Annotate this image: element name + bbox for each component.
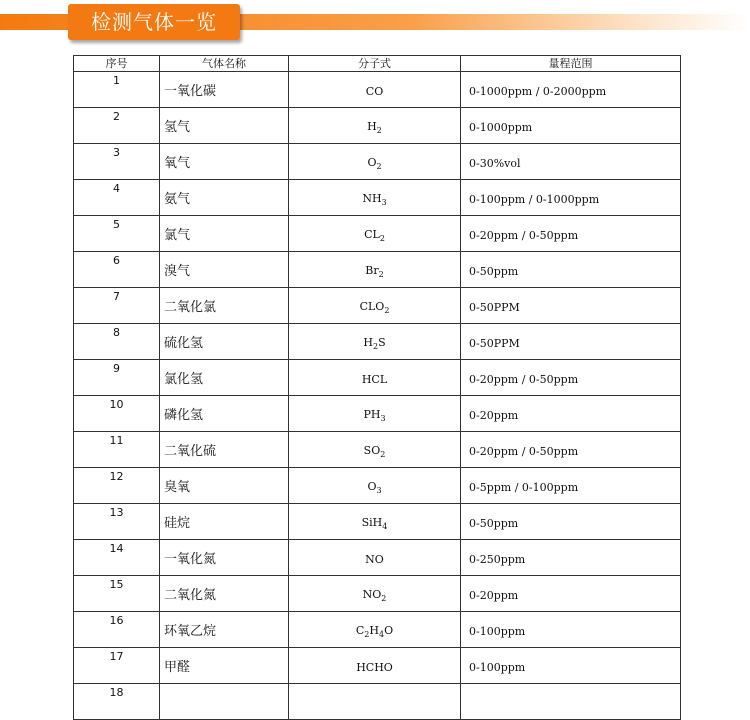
formula-subscript: 2 — [380, 450, 386, 460]
row-index: 9 — [74, 360, 160, 396]
row-index: 2 — [74, 108, 160, 144]
measurement-range: 0-20ppm — [461, 396, 681, 432]
measurement-range: 0-1000ppm / 0-2000ppm — [461, 72, 681, 108]
row-index: 11 — [74, 432, 160, 468]
gas-table — [73, 55, 681, 720]
measurement-range: 0-20ppm — [461, 576, 681, 612]
formula-text: HCHO — [356, 661, 393, 674]
row-index: 7 — [74, 288, 160, 324]
gas-name: 臭氧 — [160, 468, 289, 504]
measurement-range: 0-1000ppm — [461, 108, 681, 144]
molecular-formula — [289, 612, 461, 648]
table-row — [74, 288, 681, 324]
molecular-formula — [289, 72, 461, 108]
molecular-formula — [289, 432, 461, 468]
formula-text: NO — [362, 587, 382, 601]
formula-text: O — [384, 623, 394, 637]
row-index: 8 — [74, 324, 160, 360]
page-title: 检测气体一览 — [68, 4, 240, 40]
formula-subscript: 2 — [384, 306, 390, 316]
formula-text: C — [355, 623, 365, 637]
formula-text: O — [367, 155, 377, 169]
molecular-formula — [289, 396, 461, 432]
formula-text: H — [367, 119, 377, 133]
formula-text: SiH — [361, 515, 383, 529]
molecular-formula — [289, 468, 461, 504]
formula-text: SO — [363, 443, 381, 457]
gas-name: 氯气 — [160, 216, 289, 252]
gas-name: 氧气 — [160, 144, 289, 180]
molecular-formula — [289, 324, 461, 360]
molecular-formula — [289, 288, 461, 324]
table-row — [74, 684, 681, 720]
molecular-formula — [289, 684, 461, 720]
table-row — [74, 468, 681, 504]
measurement-range: 0-100ppm — [461, 612, 681, 648]
measurement-range — [461, 684, 681, 720]
table-row — [74, 72, 681, 108]
row-index: 3 — [74, 144, 160, 180]
formula-subscript: 2 — [364, 630, 370, 640]
measurement-range: 0-5ppm / 0-100ppm — [461, 468, 681, 504]
measurement-range: 0-50PPM — [461, 288, 681, 324]
formula-subscript: 4 — [378, 630, 385, 640]
row-index: 17 — [74, 648, 160, 684]
formula-text: O — [367, 479, 377, 493]
gas-name: 一氧化氮 — [160, 540, 289, 576]
gas-name: 一氧化碳 — [160, 72, 289, 108]
formula-subscript: 2 — [376, 162, 382, 172]
formula-text: CO — [365, 85, 384, 98]
table-row — [74, 648, 681, 684]
table-header-row — [74, 56, 681, 72]
row-index: 10 — [74, 396, 160, 432]
molecular-formula — [289, 108, 461, 144]
formula-text: H — [363, 335, 373, 349]
molecular-formula — [289, 504, 461, 540]
formula-subscript: 3 — [381, 198, 387, 208]
row-index: 1 — [74, 72, 160, 108]
gas-name: 甲醛 — [160, 648, 289, 684]
gas-name: 二氧化氮 — [160, 576, 289, 612]
table-row — [74, 216, 681, 252]
formula-text: NO — [365, 553, 384, 566]
table-row — [74, 360, 681, 396]
header-gas-name: 气体名称 — [160, 56, 289, 72]
header-formula: 分子式 — [289, 56, 461, 72]
formula-subscript: 2 — [379, 234, 385, 244]
table-row — [74, 540, 681, 576]
table-row — [74, 324, 681, 360]
gas-name: 氯化氢 — [160, 360, 289, 396]
gas-name: 磷化氢 — [160, 396, 289, 432]
formula-subscript: 2 — [381, 594, 387, 604]
formula-text: S — [378, 335, 386, 349]
measurement-range: 0-20ppm / 0-50ppm — [461, 360, 681, 396]
table-row — [74, 504, 681, 540]
formula-subscript: 2 — [372, 342, 379, 352]
table-row — [74, 576, 681, 612]
row-index: 16 — [74, 612, 160, 648]
measurement-range: 0-30%vol — [461, 144, 681, 180]
table-row — [74, 612, 681, 648]
measurement-range: 0-50ppm — [461, 504, 681, 540]
gas-name: 溴气 — [160, 252, 289, 288]
measurement-range: 0-20ppm / 0-50ppm — [461, 432, 681, 468]
measurement-range: 0-50ppm — [461, 252, 681, 288]
row-index: 13 — [74, 504, 160, 540]
molecular-formula — [289, 216, 461, 252]
measurement-range: 0-20ppm / 0-50ppm — [461, 216, 681, 252]
formula-text: HCL — [361, 373, 388, 386]
table-row — [74, 108, 681, 144]
gas-name — [160, 684, 289, 720]
formula-text: NH — [362, 191, 382, 205]
measurement-range: 0-50PPM — [461, 324, 681, 360]
gas-name: 环氧乙烷 — [160, 612, 289, 648]
molecular-formula — [289, 252, 461, 288]
row-index: 6 — [74, 252, 160, 288]
header-index: 序号 — [74, 56, 160, 72]
formula-text: PH — [363, 407, 381, 421]
formula-subscript: 4 — [382, 522, 388, 532]
measurement-range: 0-250ppm — [461, 540, 681, 576]
formula-subscript: 3 — [380, 414, 386, 424]
formula-text: H — [369, 623, 379, 637]
row-index: 14 — [74, 540, 160, 576]
row-index: 15 — [74, 576, 160, 612]
molecular-formula — [289, 360, 461, 396]
table-row — [74, 396, 681, 432]
table-row — [74, 144, 681, 180]
formula-text: CL — [364, 227, 380, 241]
molecular-formula — [289, 540, 461, 576]
row-index: 5 — [74, 216, 160, 252]
row-index: 12 — [74, 468, 160, 504]
formula-subscript: 3 — [376, 486, 382, 496]
gas-name: 硫化氢 — [160, 324, 289, 360]
gas-name: 二氧化氯 — [160, 288, 289, 324]
formula-text: Br — [365, 263, 379, 277]
table-row — [74, 180, 681, 216]
gas-name: 二氧化硫 — [160, 432, 289, 468]
molecular-formula — [289, 180, 461, 216]
measurement-range: 0-100ppm / 0-1000ppm — [461, 180, 681, 216]
gas-name: 硅烷 — [160, 504, 289, 540]
row-index: 4 — [74, 180, 160, 216]
measurement-range: 0-100ppm — [461, 648, 681, 684]
table-body — [74, 72, 681, 720]
row-index: 18 — [74, 684, 160, 720]
molecular-formula — [289, 576, 461, 612]
gas-name: 氨气 — [160, 180, 289, 216]
molecular-formula — [289, 648, 461, 684]
molecular-formula — [289, 144, 461, 180]
table-row — [74, 252, 681, 288]
formula-text: CLO — [359, 299, 385, 313]
table-row — [74, 432, 681, 468]
formula-subscript: 2 — [378, 270, 384, 280]
gas-name: 氢气 — [160, 108, 289, 144]
formula-subscript: 2 — [376, 126, 382, 136]
header-range: 量程范围 — [461, 56, 681, 72]
